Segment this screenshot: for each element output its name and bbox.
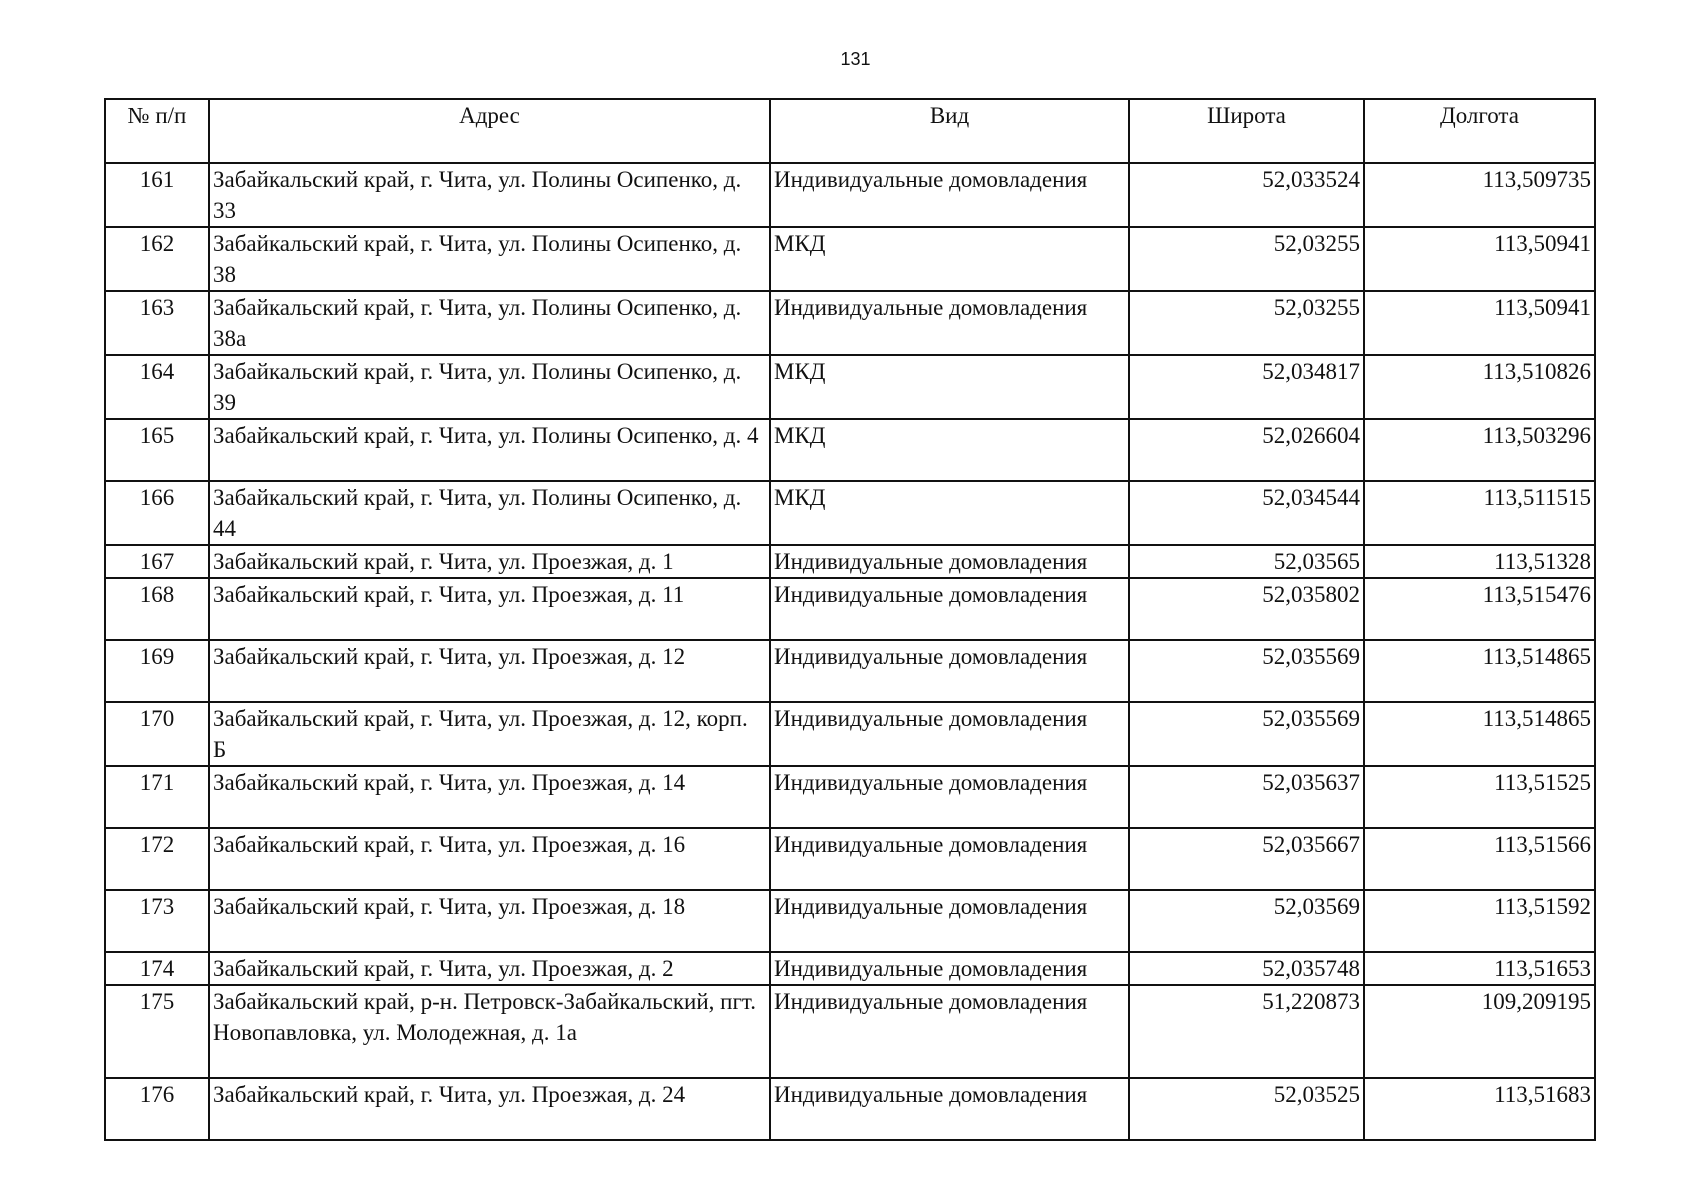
row-number: 172: [105, 828, 209, 890]
row-kind: Индивидуальные домовладения: [770, 578, 1129, 640]
row-latitude: 52,035667: [1129, 828, 1364, 890]
row-latitude: 52,026604: [1129, 419, 1364, 481]
row-latitude: 52,03569: [1129, 890, 1364, 952]
row-kind: Индивидуальные домовладения: [770, 640, 1129, 702]
header-latitude: Широта: [1129, 99, 1364, 163]
row-number: 163: [105, 291, 209, 355]
row-address: Забайкальский край, г. Чита, ул. Проезжая, д. 1: [209, 545, 770, 578]
row-kind: Индивидуальные домовладения: [770, 1078, 1129, 1140]
row-number: 166: [105, 481, 209, 545]
table-row: [105, 419, 1595, 481]
row-kind: МКД: [770, 227, 1129, 291]
row-kind: Индивидуальные домовладения: [770, 890, 1129, 952]
row-kind: Индивидуальные домовладения: [770, 985, 1129, 1078]
row-address: Забайкальский край, г. Чита, ул. Полины Осипенко, д. 39: [209, 355, 770, 419]
row-longitude: 113,51653: [1364, 952, 1595, 985]
row-latitude: 52,034817: [1129, 355, 1364, 419]
page-number: 131: [840, 49, 871, 69]
row-longitude: 113,509735: [1364, 163, 1595, 227]
row-number: 164: [105, 355, 209, 419]
address-table: [104, 98, 1596, 1141]
row-longitude: 113,51566: [1364, 828, 1595, 890]
row-latitude: 52,035569: [1129, 640, 1364, 702]
row-number: 173: [105, 890, 209, 952]
row-address: Забайкальский край, р-н. Петровск-Забайкальский, пгт. Новопавловка, ул. Молодежная, д. 1а: [209, 985, 770, 1078]
row-number: 170: [105, 702, 209, 766]
table-row: [105, 481, 1595, 545]
header-longitude: Долгота: [1364, 99, 1595, 163]
row-number: 162: [105, 227, 209, 291]
row-number: 171: [105, 766, 209, 828]
table-row: [105, 578, 1595, 640]
row-kind: Индивидуальные домовладения: [770, 952, 1129, 985]
row-kind: МКД: [770, 355, 1129, 419]
header-row: [105, 99, 1595, 163]
row-kind: Индивидуальные домовладения: [770, 828, 1129, 890]
table-row: [105, 890, 1595, 952]
header-kind: Вид: [770, 99, 1129, 163]
row-latitude: 51,220873: [1129, 985, 1364, 1078]
row-number: 174: [105, 952, 209, 985]
row-address: Забайкальский край, г. Чита, ул. Полины Осипенко, д. 38: [209, 227, 770, 291]
table-row: [105, 952, 1595, 985]
row-address: Забайкальский край, г. Чита, ул. Проезжая, д. 16: [209, 828, 770, 890]
row-longitude: 113,514865: [1364, 702, 1595, 766]
row-longitude: 113,51592: [1364, 890, 1595, 952]
row-latitude: 52,035748: [1129, 952, 1364, 985]
row-latitude: 52,033524: [1129, 163, 1364, 227]
row-number: 165: [105, 419, 209, 481]
row-kind: МКД: [770, 481, 1129, 545]
table-row: [105, 985, 1595, 1078]
row-address: Забайкальский край, г. Чита, ул. Полины Осипенко, д. 44: [209, 481, 770, 545]
row-latitude: 52,035569: [1129, 702, 1364, 766]
row-address: Забайкальский край, г. Чита, ул. Проезжая, д. 24: [209, 1078, 770, 1140]
row-number: 175: [105, 985, 209, 1078]
table-row: [105, 227, 1595, 291]
row-address: Забайкальский край, г. Чита, ул. Полины Осипенко, д. 4: [209, 419, 770, 481]
table-row: [105, 545, 1595, 578]
table-row: [105, 766, 1595, 828]
row-latitude: 52,03255: [1129, 291, 1364, 355]
row-number: 167: [105, 545, 209, 578]
row-longitude: 113,51328: [1364, 545, 1595, 578]
row-latitude: 52,03525: [1129, 1078, 1364, 1140]
row-address: Забайкальский край, г. Чита, ул. Полины Осипенко, д. 33: [209, 163, 770, 227]
row-kind: Индивидуальные домовладения: [770, 291, 1129, 355]
row-longitude: 113,503296: [1364, 419, 1595, 481]
row-kind: Индивидуальные домовладения: [770, 545, 1129, 578]
table-row: [105, 163, 1595, 227]
row-kind: МКД: [770, 419, 1129, 481]
row-number: 176: [105, 1078, 209, 1140]
row-longitude: 113,51525: [1364, 766, 1595, 828]
row-latitude: 52,03255: [1129, 227, 1364, 291]
row-longitude: 113,515476: [1364, 578, 1595, 640]
row-longitude: 113,511515: [1364, 481, 1595, 545]
row-kind: Индивидуальные домовладения: [770, 766, 1129, 828]
row-number: 168: [105, 578, 209, 640]
row-address: Забайкальский край, г. Чита, ул. Проезжая, д. 18: [209, 890, 770, 952]
table-row: [105, 640, 1595, 702]
row-address: Забайкальский край, г. Чита, ул. Проезжая, д. 12: [209, 640, 770, 702]
row-address: Забайкальский край, г. Чита, ул. Проезжая, д. 12, корп. Б: [209, 702, 770, 766]
row-latitude: 52,03565: [1129, 545, 1364, 578]
table-row: [105, 355, 1595, 419]
header-num: № п/п: [105, 99, 209, 163]
row-longitude: 113,51683: [1364, 1078, 1595, 1140]
table-row: [105, 291, 1595, 355]
row-longitude: 113,514865: [1364, 640, 1595, 702]
row-latitude: 52,035802: [1129, 578, 1364, 640]
table-row: [105, 1078, 1595, 1140]
row-number: 161: [105, 163, 209, 227]
row-longitude: 109,209195: [1364, 985, 1595, 1078]
row-address: Забайкальский край, г. Чита, ул. Проезжая, д. 14: [209, 766, 770, 828]
table-row: [105, 828, 1595, 890]
row-longitude: 113,50941: [1364, 291, 1595, 355]
row-kind: Индивидуальные домовладения: [770, 702, 1129, 766]
table-row: [105, 702, 1595, 766]
header-address: Адрес: [209, 99, 770, 163]
row-longitude: 113,50941: [1364, 227, 1595, 291]
row-latitude: 52,034544: [1129, 481, 1364, 545]
row-kind: Индивидуальные домовладения: [770, 163, 1129, 227]
row-latitude: 52,035637: [1129, 766, 1364, 828]
row-number: 169: [105, 640, 209, 702]
row-address: Забайкальский край, г. Чита, ул. Проезжая, д. 11: [209, 578, 770, 640]
row-longitude: 113,510826: [1364, 355, 1595, 419]
row-address: Забайкальский край, г. Чита, ул. Проезжая, д. 2: [209, 952, 770, 985]
row-address: Забайкальский край, г. Чита, ул. Полины Осипенко, д. 38а: [209, 291, 770, 355]
